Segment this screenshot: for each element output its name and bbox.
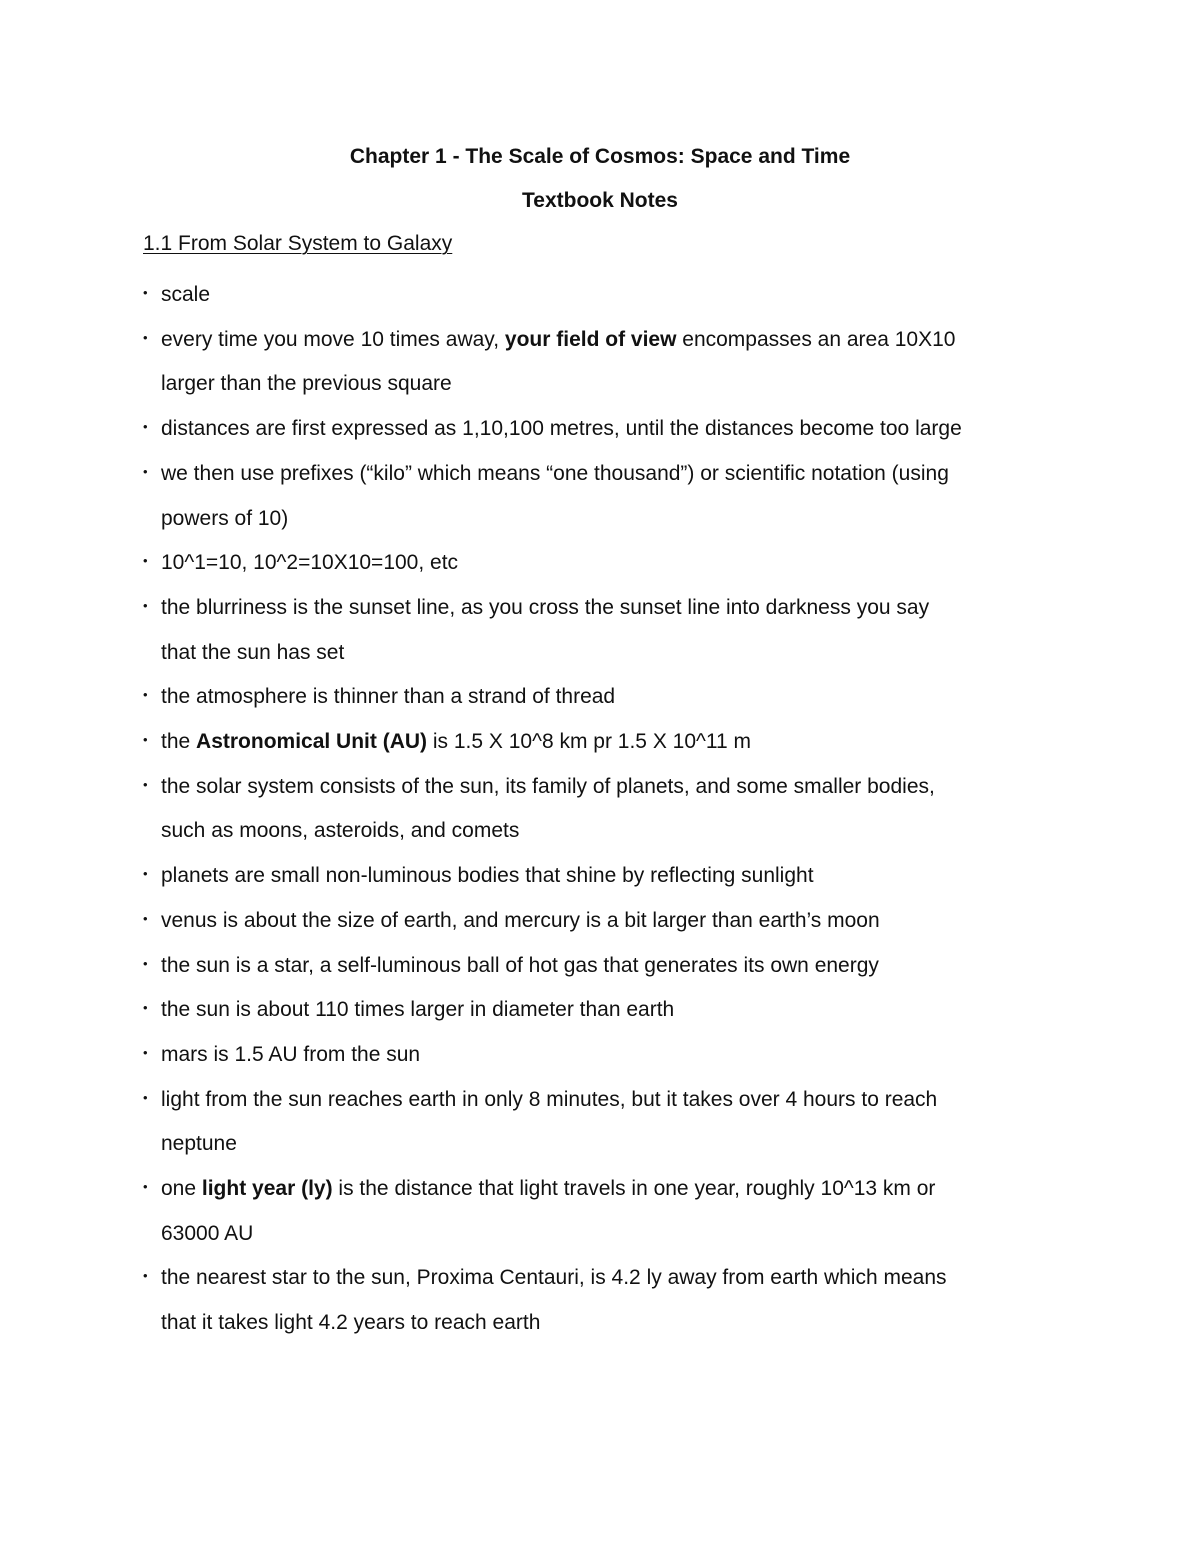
- note-text: one: [161, 1177, 202, 1201]
- note-line: [161, 407, 1083, 452]
- note-text: larger than the previous square: [161, 372, 452, 396]
- list-item: [143, 675, 1083, 720]
- bullet-icon: •: [143, 329, 148, 345]
- note-text: distances are first expressed as 1,10,100 metres, until the distances become too large: [161, 417, 962, 441]
- list-item: [143, 988, 1083, 1033]
- note-text: venus is about the size of earth, and mercury is a bit larger than earth’s moon: [161, 908, 880, 932]
- bold-term: Astronomical Unit (AU): [196, 730, 428, 754]
- bullet-icon: •: [143, 1000, 148, 1016]
- note-text: such as moons, asteroids, and comets: [161, 819, 520, 843]
- note-text: 10^1=10, 10^2=10X10=100, etc: [161, 551, 459, 575]
- note-line: [161, 1301, 1083, 1346]
- note-line: [161, 854, 1083, 899]
- list-item: [143, 273, 1083, 318]
- list-item: [143, 944, 1083, 989]
- note-text: planets are small non-luminous bodies that shine by reflecting sunlight: [161, 864, 814, 888]
- note-line: [161, 1256, 1083, 1301]
- list-item: [143, 720, 1083, 765]
- note-text: encompasses an area 10X10: [676, 327, 956, 351]
- bullet-icon: •: [143, 776, 148, 792]
- note-text: the sun is about 110 times larger in diameter than earth: [161, 998, 675, 1022]
- bullet-icon: •: [143, 687, 148, 703]
- bullet-icon: •: [143, 1179, 148, 1195]
- note-line: [161, 988, 1083, 1033]
- note-text: the nearest star to the sun, Proxima Centauri, is 4.2 ly away from earth which means: [161, 1266, 947, 1290]
- note-text: the atmosphere is thinner than a strand of thread: [161, 685, 616, 709]
- notes-list: [143, 273, 1083, 1346]
- note-text: light from the sun reaches earth in only 8 minutes, but it takes over 4 hours to reach: [161, 1087, 938, 1111]
- note-text: 63000 AU: [161, 1221, 254, 1245]
- bold-term: your field of view: [504, 327, 677, 351]
- bullet-icon: •: [143, 866, 148, 882]
- note-text: scale: [161, 283, 211, 306]
- note-text: the sun is a star, a self-luminous ball of hot gas that generates its own energy: [161, 953, 879, 977]
- note-line: [161, 720, 1083, 765]
- note-text: the: [161, 730, 197, 754]
- list-item: [143, 586, 1083, 675]
- note-text: is 1.5 X 10^8 km pr 1.5 X 10^11 m: [427, 730, 752, 754]
- bullet-icon: •: [143, 553, 148, 569]
- note-text: is the distance that light travels in one year, roughly 10^13 km or: [332, 1177, 936, 1201]
- bullet-icon: •: [143, 1044, 148, 1060]
- note-line: [161, 1212, 1083, 1257]
- bold-term: light year (ly): [201, 1177, 333, 1201]
- list-item: [143, 765, 1083, 854]
- list-item: [143, 1078, 1083, 1167]
- note-text: that the sun has set: [161, 640, 345, 664]
- note-line: [161, 675, 1083, 720]
- list-item: [143, 854, 1083, 899]
- note-line: [161, 497, 1083, 542]
- note-text: we then use prefixes (“kilo” which means “one thousand”) or scientific notation (using: [161, 461, 949, 485]
- note-text: mars is 1.5 AU from the sun: [161, 1042, 421, 1066]
- note-line: [161, 944, 1083, 989]
- list-item: [143, 318, 1083, 407]
- page-title: Chapter 1 - The Scale of Cosmos: Space and Time: [349, 145, 851, 168]
- list-item: [143, 541, 1083, 586]
- note-line: [161, 899, 1083, 944]
- page-subtitle: Textbook Notes: [522, 189, 678, 212]
- note-text: the solar system consists of the sun, its family of planets, and some smaller bodies,: [161, 774, 935, 798]
- note-text: neptune: [161, 1132, 237, 1156]
- list-item: [143, 1033, 1083, 1078]
- note-text: the blurriness is the sunset line, as you cross the sunset line into darkness you say: [161, 595, 930, 619]
- note-line: [161, 586, 1083, 631]
- note-text: every time you move 10 times away,: [161, 327, 505, 351]
- note-line: [161, 452, 1083, 497]
- note-line: [161, 809, 1083, 854]
- bullet-icon: •: [143, 1089, 148, 1105]
- note-text: that it takes light 4.2 years to reach earth: [161, 1311, 541, 1335]
- bullet-icon: •: [143, 955, 148, 971]
- bullet-icon: •: [143, 732, 148, 748]
- note-line: [161, 362, 1083, 407]
- note-line: [161, 318, 1083, 363]
- note-line: [161, 273, 1083, 318]
- bullet-icon: •: [143, 419, 148, 435]
- note-line: [161, 1167, 1083, 1212]
- list-item: [143, 407, 1083, 452]
- bullet-icon: •: [143, 597, 148, 613]
- note-line: [161, 1033, 1083, 1078]
- note-line: [161, 1122, 1083, 1167]
- note-line: [161, 631, 1083, 676]
- bullet-icon: •: [143, 1268, 148, 1284]
- bullet-icon: •: [143, 910, 148, 926]
- list-item: [143, 899, 1083, 944]
- bullet-icon: •: [143, 463, 148, 479]
- list-item: [143, 452, 1083, 541]
- list-item: [143, 1256, 1083, 1345]
- list-item: [143, 1167, 1083, 1256]
- bullet-icon: •: [143, 285, 148, 300]
- note-text: powers of 10): [161, 506, 289, 530]
- note-line: [161, 765, 1083, 810]
- note-line: [161, 1078, 1083, 1123]
- section-heading: 1.1 From Solar System to Galaxy: [143, 232, 453, 255]
- note-line: [161, 541, 1083, 586]
